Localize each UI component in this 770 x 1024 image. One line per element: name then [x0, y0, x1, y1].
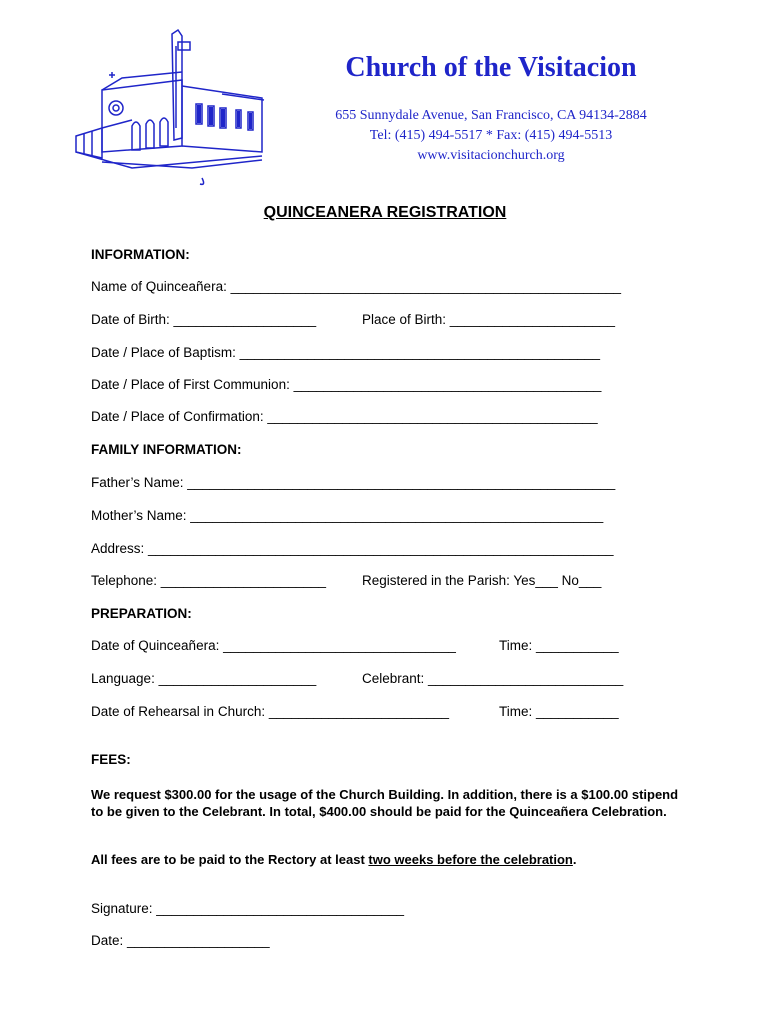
- rectory-note-suffix: .: [572, 852, 577, 867]
- section-family-heading: FAMILY INFORMATION:: [91, 442, 242, 457]
- registered-parish-field[interactable]: Registered in the Parish: Yes___ No___: [362, 573, 602, 588]
- confirmation-field[interactable]: Date / Place of Confirmation: ____________________________________________: [91, 409, 598, 424]
- church-name: Church of the Visitacion: [345, 52, 637, 83]
- church-website[interactable]: www.visitacionchurch.org: [417, 148, 565, 163]
- place-of-birth-field[interactable]: Place of Birth: ______________________: [362, 312, 615, 327]
- language-field[interactable]: Language: _____________________: [91, 671, 317, 686]
- address-field[interactable]: Address: ______________________________________________________________: [91, 541, 614, 556]
- telephone-field[interactable]: Telephone: ______________________: [91, 573, 326, 588]
- quinceanera-time-field[interactable]: Time: ___________: [499, 638, 619, 653]
- section-fees-heading: FEES:: [91, 752, 131, 767]
- section-information-heading: INFORMATION:: [91, 247, 190, 262]
- date-of-birth-field[interactable]: Date of Birth: ___________________: [91, 312, 317, 327]
- baptism-field[interactable]: Date / Place of Baptism: ________________________________________________: [91, 345, 600, 360]
- first-communion-field[interactable]: Date / Place of First Communion: _________________________________________: [91, 377, 602, 392]
- celebrant-field[interactable]: Celebrant: __________________________: [362, 671, 624, 686]
- mother-name-field[interactable]: Mother’s Name: _______________________________________________________: [91, 508, 604, 523]
- quinceanera-name-field[interactable]: Name of Quinceañera: ____________________________________________________: [91, 279, 621, 294]
- church-logo: [72, 28, 272, 186]
- quinceanera-date-field[interactable]: Date of Quinceañera: _______________________________: [91, 638, 456, 653]
- signature-date-field[interactable]: Date: ___________________: [91, 933, 270, 948]
- section-preparation-heading: PREPARATION:: [91, 606, 192, 621]
- church-address: 655 Sunnydale Avenue, San Francisco, CA 94134-2884: [335, 108, 647, 123]
- rectory-note-underlined: two weeks before the celebration: [368, 852, 573, 867]
- father-name-field[interactable]: Father’s Name: _________________________________________________________: [91, 475, 616, 490]
- rehearsal-time-field[interactable]: Time: ___________: [499, 704, 619, 719]
- fees-rectory-note: [91, 851, 691, 868]
- form-title: QUINCEANERA REGISTRATION: [263, 204, 507, 221]
- rehearsal-date-field[interactable]: Date of Rehearsal in Church: ________________________: [91, 704, 450, 719]
- rectory-note-prefix: All fees are to be paid to the Rectory at least: [91, 852, 369, 867]
- church-phone-fax: Tel: (415) 494-5517 * Fax: (415) 494-5513: [369, 128, 613, 143]
- signature-field[interactable]: Signature: _________________________________: [91, 901, 405, 916]
- fees-paragraph: We request $300.00 for the usage of the Church Building. In addition, there is a $100.00 stipend to be given to the Celebrant. In total, $400.00 should be paid for the Quinceañera Celebration.: [91, 787, 679, 819]
